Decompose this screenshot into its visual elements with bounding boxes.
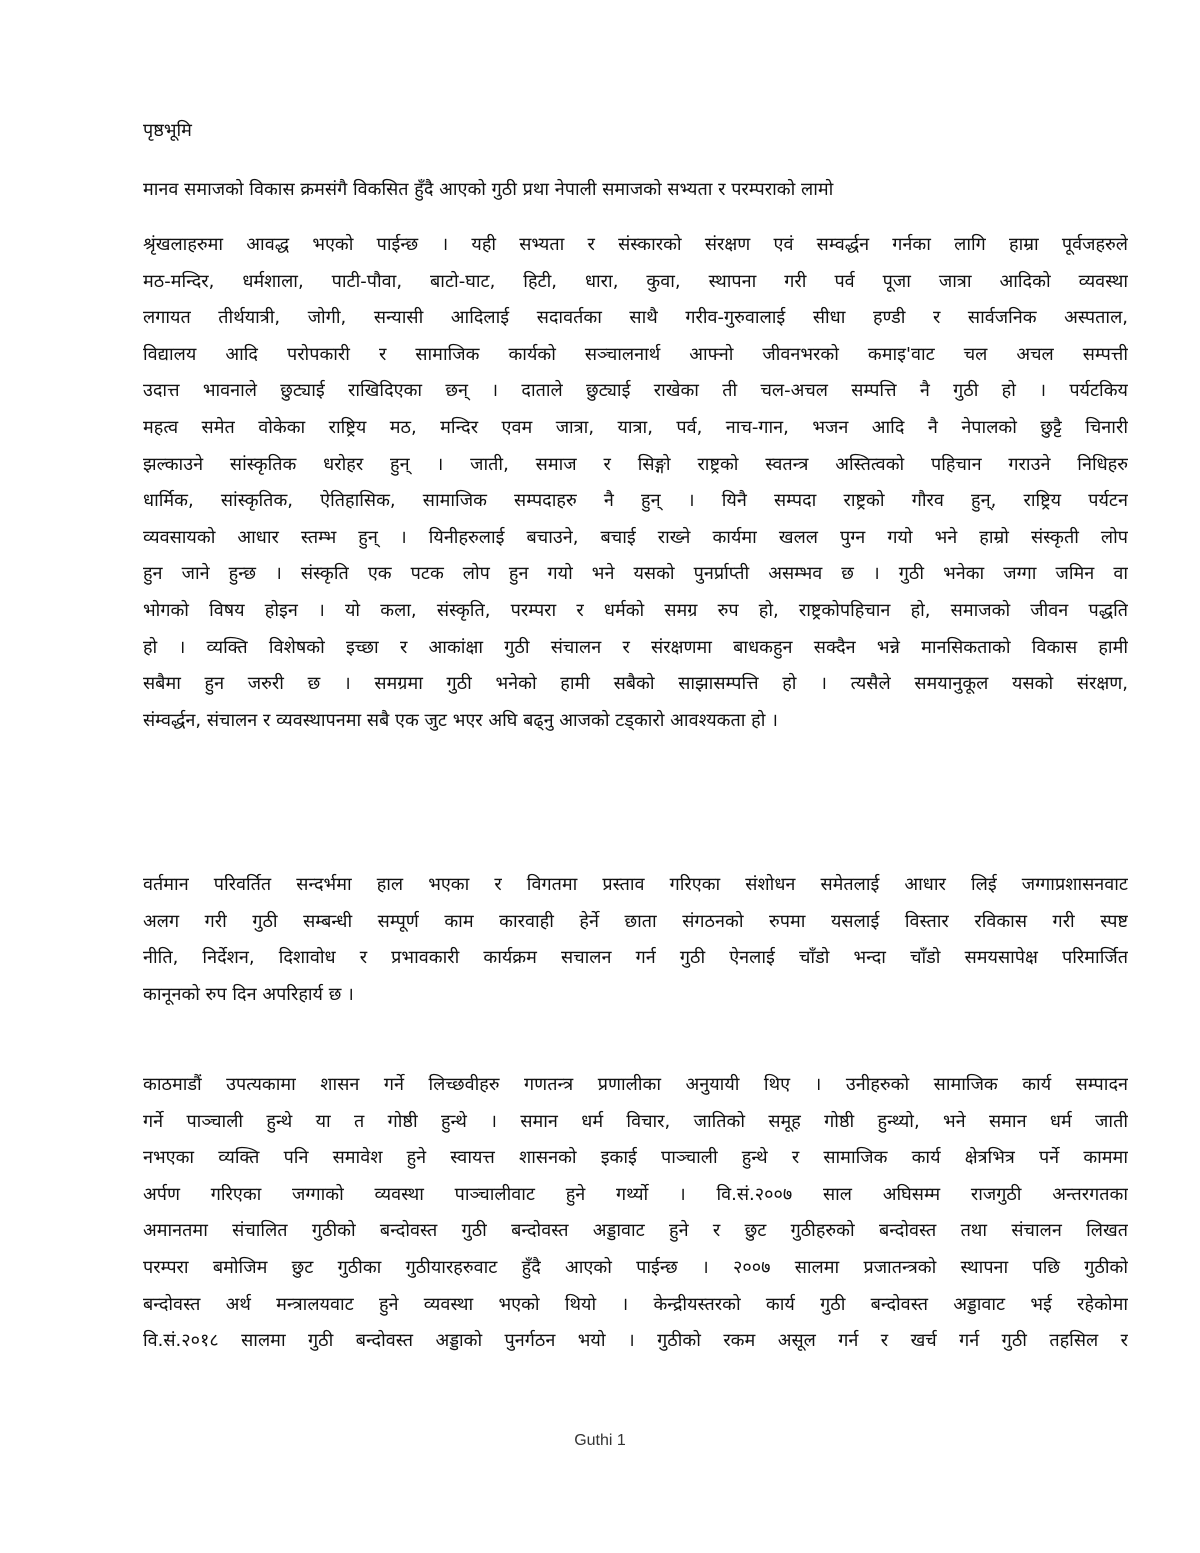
text-line: हुन जाने हुन्छ । संस्कृति एक पटक लोप हुन गयो भने यसको पुनर्प्राप्ती असम्भव छ । गुठी भनेका जग्गा जमिन वा bbox=[143, 563, 1128, 585]
text-line: व्यवसायको आधार स्तम्भ हुन् । यिनीहरुलाई बचाउने, बचाई राख्ने कार्यमा खलल पुग्न गयो भने हाम्रो संस्कृती लोप bbox=[143, 526, 1128, 548]
text-line: नभएका व्यक्ति पनि समावेश हुने स्वायत्त शासनको इकाई पाञ्चाली हुन्थे र सामाजिक कार्य क्षेत्रभित्र पर्ने काममा bbox=[143, 1147, 1128, 1169]
text-line: काठमाडौं उपत्यकामा शासन गर्ने लिच्छवीहरु गणतन्त्र प्रणालीका अनुयायी थिए । उनीहरुको सामाजिक कार्य सम्पादन bbox=[143, 1074, 1128, 1095]
text-line: बन्दोवस्त अर्थ मन्त्रालयवाट हुने व्यवस्था भएको थियो । केन्द्रीयस्तरको कार्य गुठी बन्दोवस्त अड्डावाट भई रहेकोमा bbox=[143, 1293, 1128, 1315]
text-line: श्रृंखलाहरुमा आवद्ध भएको पाईन्छ । यही सभ्यता र संस्कारको संरक्षण एवं सम्वर्द्धन गर्नका लागि हाम्रा पूर्वजहरुले bbox=[143, 234, 1128, 255]
intro-paragraph bbox=[143, 172, 1128, 209]
text-line: झल्काउने सांस्कृतिक धरोहर हुन् । जाती, समाज र सिङ्गो राष्ट्रको स्वतन्त्र अस्तित्वको पहिचान गराउने निधिहरु bbox=[143, 453, 1128, 475]
text-line: गर्ने पाञ्चाली हुन्थे या त गोष्ठी हुन्थे । समान धर्म विचार, जातिको समूह गोष्ठी हुन्थ्यो, भने समान धर्म जाती bbox=[143, 1110, 1128, 1132]
paragraph-3 bbox=[143, 1067, 1128, 1360]
page-footer: Guthi 1 bbox=[574, 1432, 626, 1449]
text-line: नीति, निर्देशन, दिशावोध र प्रभावकारी कार्यक्रम सचालन गर्न गुठी ऐनलाई चाँडो भन्दा चाँडो समयसापेक्ष परिमार्जित bbox=[143, 947, 1128, 969]
text-line: अलग गरी गुठी सम्बन्धी सम्पूर्ण काम कारवाही हेर्ने छाता संगठनको रुपमा यसलाई विस्तार रविकास गरी स्पष्ट bbox=[143, 910, 1128, 932]
text-line: भोगको विषय होइन । यो कला, संस्कृति, परम्परा र धर्मको समग्र रुप हो, राष्ट्रकोपहिचान हो, समाजको जीवन पद्धति bbox=[143, 599, 1128, 621]
text-line: अमानतमा संचालित गुठीको बन्दोवस्त गुठी बन्दोवस्त अड्डावाट हुने र छुट गुठीहरुको बन्दोवस्त तथा संचालन लिखत bbox=[143, 1220, 1128, 1242]
paragraph-2 bbox=[143, 867, 1128, 1013]
text-line: वर्तमान परिवर्तित सन्दर्भमा हाल भएका र विगतमा प्रस्ताव गरिएका संशोधन समेतलाई आधार लिई जग्गाप्रशासनवाट bbox=[143, 874, 1128, 895]
text-line: संम्वर्द्धन, संचालन र व्यवस्थापनमा सबै एक जुट भएर अघि बढ्नु आजको टड्कारो आवश्यकता हो । bbox=[143, 709, 778, 731]
text-line: धार्मिक, सांस्कृतिक, ऐतिहासिक, सामाजिक सम्पदाहरु नै हुन् । यिनै सम्पदा राष्ट्रको गौरव हुन्, राष्ट्रिय पर्यटन bbox=[143, 490, 1128, 512]
text-line: सबैमा हुन जरुरी छ । समग्रमा गुठी भनेको हामी सबैको साझासम्पत्ति हो । त्यसैले समयानुकूल यसको संरक्षण, bbox=[143, 673, 1128, 695]
text-line: उदात्त भावनाले छुट्याई राखिदिएका छन् । दाताले छुट्याई राखेका ती चल-अचल सम्पत्ति नै गुठी हो । पर्यटकिय bbox=[143, 380, 1128, 402]
intro-line: मानव समाजको विकास क्रमसंगै विकसित हुँदै आएको गुठी प्रथा नेपाली समाजको सभ्यता र परम्पराको लामो bbox=[143, 179, 834, 200]
paragraph-1 bbox=[143, 227, 1128, 739]
text-line: परम्परा बमोजिम छुट गुठीका गुठीयारहरुवाट हुँदै आएको पाईन्छ । २००७ सालमा प्रजातन्त्रको स्थापना पछि गुठीको bbox=[143, 1256, 1128, 1278]
text-line: मठ-मन्दिर, धर्मशाला, पाटी-पौवा, बाटो-घाट, हिटी, धारा, कुवा, स्थापना गरी पर्व पूजा जात्रा आदिको व्यवस्था bbox=[143, 270, 1128, 292]
text-line: विद्यालय आदि परोपकारी र सामाजिक कार्यको सञ्चालनार्थ आफ्नो जीवनभरको कमाइ'वाट चल अचल सम्पत्ती bbox=[143, 343, 1128, 365]
text-line: महत्व समेत वोकेका राष्ट्रिय मठ, मन्दिर एवम जात्रा, यात्रा, पर्व, नाच-गान, भजन आदि नै नेपालको छुट्टै चिनारी bbox=[143, 416, 1128, 438]
text-line: हो । व्यक्ति विशेषको इच्छा र आकांक्षा गुठी संचालन र संरक्षणमा बाधकहुन सक्दैन भन्ने मानसिकताको विकास हामी bbox=[143, 636, 1128, 658]
text-line: अर्पण गरिएका जग्गाको व्यवस्था पाञ्चालीवाट हुने गर्थ्यो । वि.सं.२००७ साल अघिसम्म राजगुठी अन्तरगतका bbox=[143, 1183, 1128, 1205]
text-line: वि.सं.२०१८ सालमा गुठी बन्दोवस्त अड्डाको पुनर्गठन भयो । गुठीको रकम असूल गर्न र खर्च गर्न गुठी तहसिल र bbox=[143, 1330, 1128, 1352]
text-line: कानूनको रुप दिन अपरिहार्य छ । bbox=[143, 983, 354, 1005]
text-line: लगायत तीर्थयात्री, जोगी, सन्यासी आदिलाई सदावर्तका साथै गरीव-गुरुवालाई सीधा हण्डी र सार्वजनिक अस्पताल, bbox=[143, 307, 1128, 329]
section-heading: पृष्ठभूमि bbox=[143, 120, 192, 141]
